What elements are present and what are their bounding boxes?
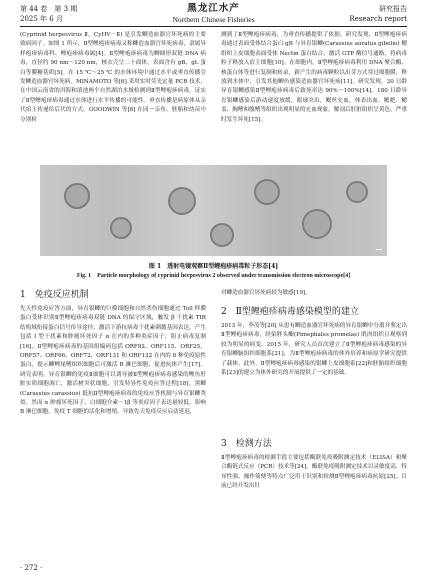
journal-title-en: Northern Chinese Fisheries (172, 15, 255, 24)
figure-caption-cn: 图 1 透射电镜观察Ⅱ型鲤疱疹病毒粒子形态[4] (148, 263, 279, 270)
issue-date: 2025 年 6 月 (20, 15, 63, 23)
section-1-body: 先天性免疫应答方面，异育银鲫的巨噬细胞和自然杀伤细胞通过 Toll 样膜蛋白受体识别Ⅱ型鲤疱疹病毒双链 DNA 的保守区域，触发 β 干扰素 TIR 结构域衔接蛋白信号传导途径，激活下游抗病毒干扰素刺激基因表达，产生包括 I 型干扰素和肿瘤坏死因子 α 在内的多种炎症因子，阻止病毒复制[16]。Ⅱ型鲤疱疹病毒的基因组编码包括 ORF92、ORF115、ORF25、ORF57、ORF66、ORF72、ORF131 和 ORF132 在内的 8 种免疫原性蛋白，提示鲫鲤尾鳍组织细胞后可激活 B 淋巴细胞，促进抗体产生[17]。研究表明，异育银鲫的免疫Ⅱ细胞可以诱导被Ⅱ型鲤疱疹病毒感染的鲤鱼肝脏实质细胞凋亡，激活树突状细胞，引发特异性免疫应答过程[18]。黑鲫(Carassius carassius) 抵抗Ⅱ型鲤疱疹病毒的免疫应答机制与异育银鲫类似。然而 α 肿瘤坏死因子、白细胞介素－1β 等炎症因子表达量较低，影响 B 淋巴细胞、免疫 T 细胞的活化和增殖，导致先天免疫反应启动延迟， (20, 306, 206, 416)
tem-micrograph-figure (40, 165, 387, 256)
virus-particle (346, 181, 368, 203)
virus-particle (110, 217, 132, 239)
virus-particle (210, 223, 234, 247)
virus-particle (302, 209, 332, 239)
section-3-heading: 3 检测方法 (221, 439, 272, 449)
article-type-cn: 研究报告 (379, 5, 407, 13)
issue-volume: 第 44 卷 第 3 期 (20, 5, 78, 13)
left-column-intro: (Cyprinid herpesvirus Ⅱ，CyHV－Ⅱ) 是引发鲫造血器官坏死病的主要致病因子。如图 1 所示，Ⅱ型鲤疱疹病毒又称鲫造血器官坏死病毒，隶属异样疱疹病毒科、鲤疱疹病毒属[4]。Ⅱ型鲤疱疹病毒为鲫圆形双链 DNA 病毒，直径约 90 nm～120 nm，核衣壳呈二十面体，表面含有 gB、gL 蛋白等膜糖基质[5]。在 15 ℃～25 ℃ 的水体环境中通过水平或垂直传播引发鲫造血器官坏死病。MINAMOTO 等[6] 采用实时荧光定量 PCR 技术，在中国云南省的洱海和滇池两个自然湖泊水域检测到Ⅱ型鲤疱疹病毒，证实了Ⅱ型鲤疱疹病毒通过水体进行水平传播的可能性。垂直传播是病原体从亲代宿主传递给后代的方式。GOODWIN 等[8] 在同一亲鱼、胚胎和幼苗中分别检 (20, 32, 206, 123)
section-1-heading: 1 免疫反应机制 (20, 290, 89, 300)
virus-particle (168, 187, 196, 215)
virus-particle (64, 183, 90, 209)
header-article-type (349, 4, 407, 24)
scale-bar (376, 249, 382, 250)
virus-particle (254, 179, 280, 205)
header-rule (20, 26, 407, 27)
page-number: · 272 · (20, 564, 43, 572)
article-type-en: Research report (349, 15, 407, 23)
section-2-heading: 2 Ⅱ型鲤疱疹病毒感染模型的建立 (221, 307, 359, 317)
journal-title-cn: 黑龙江水产 (187, 3, 240, 14)
right-column-continuation: 对鲫造血器官坏死病较为敏感[19]。 (221, 290, 311, 296)
section-2-body: 2013 年，李茂等[20] 从患有鲫造血器官坏死病的异育银鲫中分离并鉴定出Ⅱ型鲤疱疹病毒，经染胖头鲰(Pimephales promelas) 肌肉组织且观察到较为明显的病变。2015 年，研究人员首次建立了Ⅱ型鲤疱疹病毒感染的异育银鲫脑组织细胞系[21]，为Ⅱ型鲤疱疹病毒的体外培养和病原学研究提供了载体。此外，Ⅱ型鲤疱疹病毒感染的银鲫上皮细胞系[22]和胚胎组织细胞系[23]的建立为体外研究的开展提供了一定的基础。 (221, 323, 407, 377)
right-column-intro: 测到了Ⅱ型鲤疱疹病毒，为垂直传播提供了依据。研究发现，Ⅱ型鲤疱疹病毒通过表面受体结合蛋白 gB 与异育银鲫(Carassius auratus gibelio) 鳃组织上皮细胞表面受体 Nectin 蛋白结合，激活 GTP 酶信号通路，将病毒粒子释放入宿主细胞[10]。在细胞内，Ⅱ型鲤疱疹病毒利用 DNA 聚合酶、核蛋白体等进行复制和转录，新产生的病毒颗粒以出芽方式穿过细胞膜，释放到水体中，引发其他鲫鱼感染造血器官坏死病[11]。研究发现，30 日龄异育银鲫感染Ⅱ型鲤疱疹病毒后致死率达 90%～100%[14]。180 日龄异育银鲫感染后游动速度放缓，眼球突出，鳃丝充血，体表出血，鳃耙、鳃盖、胸鳍和腹鳍等组织出现明显的充血现象。解剖后肝脏组织呈黄色，严重时发生坏死[15]。 (221, 32, 407, 123)
section-3-body: Ⅱ型鲤疱疹病毒的检测手段主要包括酶联免疫吸附测定技术（ELISA）和聚合酶链式反应（PCR）技术等[24]。酶联免疫吸附测定技术以灵敏度高、特异性强、操作简便等特点广泛用于识别和检测Ⅱ型鲤疱疹病毒抗原[25]。目前已经开发出针 (221, 455, 407, 490)
figure-caption-en: Fig. 1 Particle morphology of cyprinid herpesvirus 2 observed under transmission electron microscope[4] (76, 273, 351, 279)
